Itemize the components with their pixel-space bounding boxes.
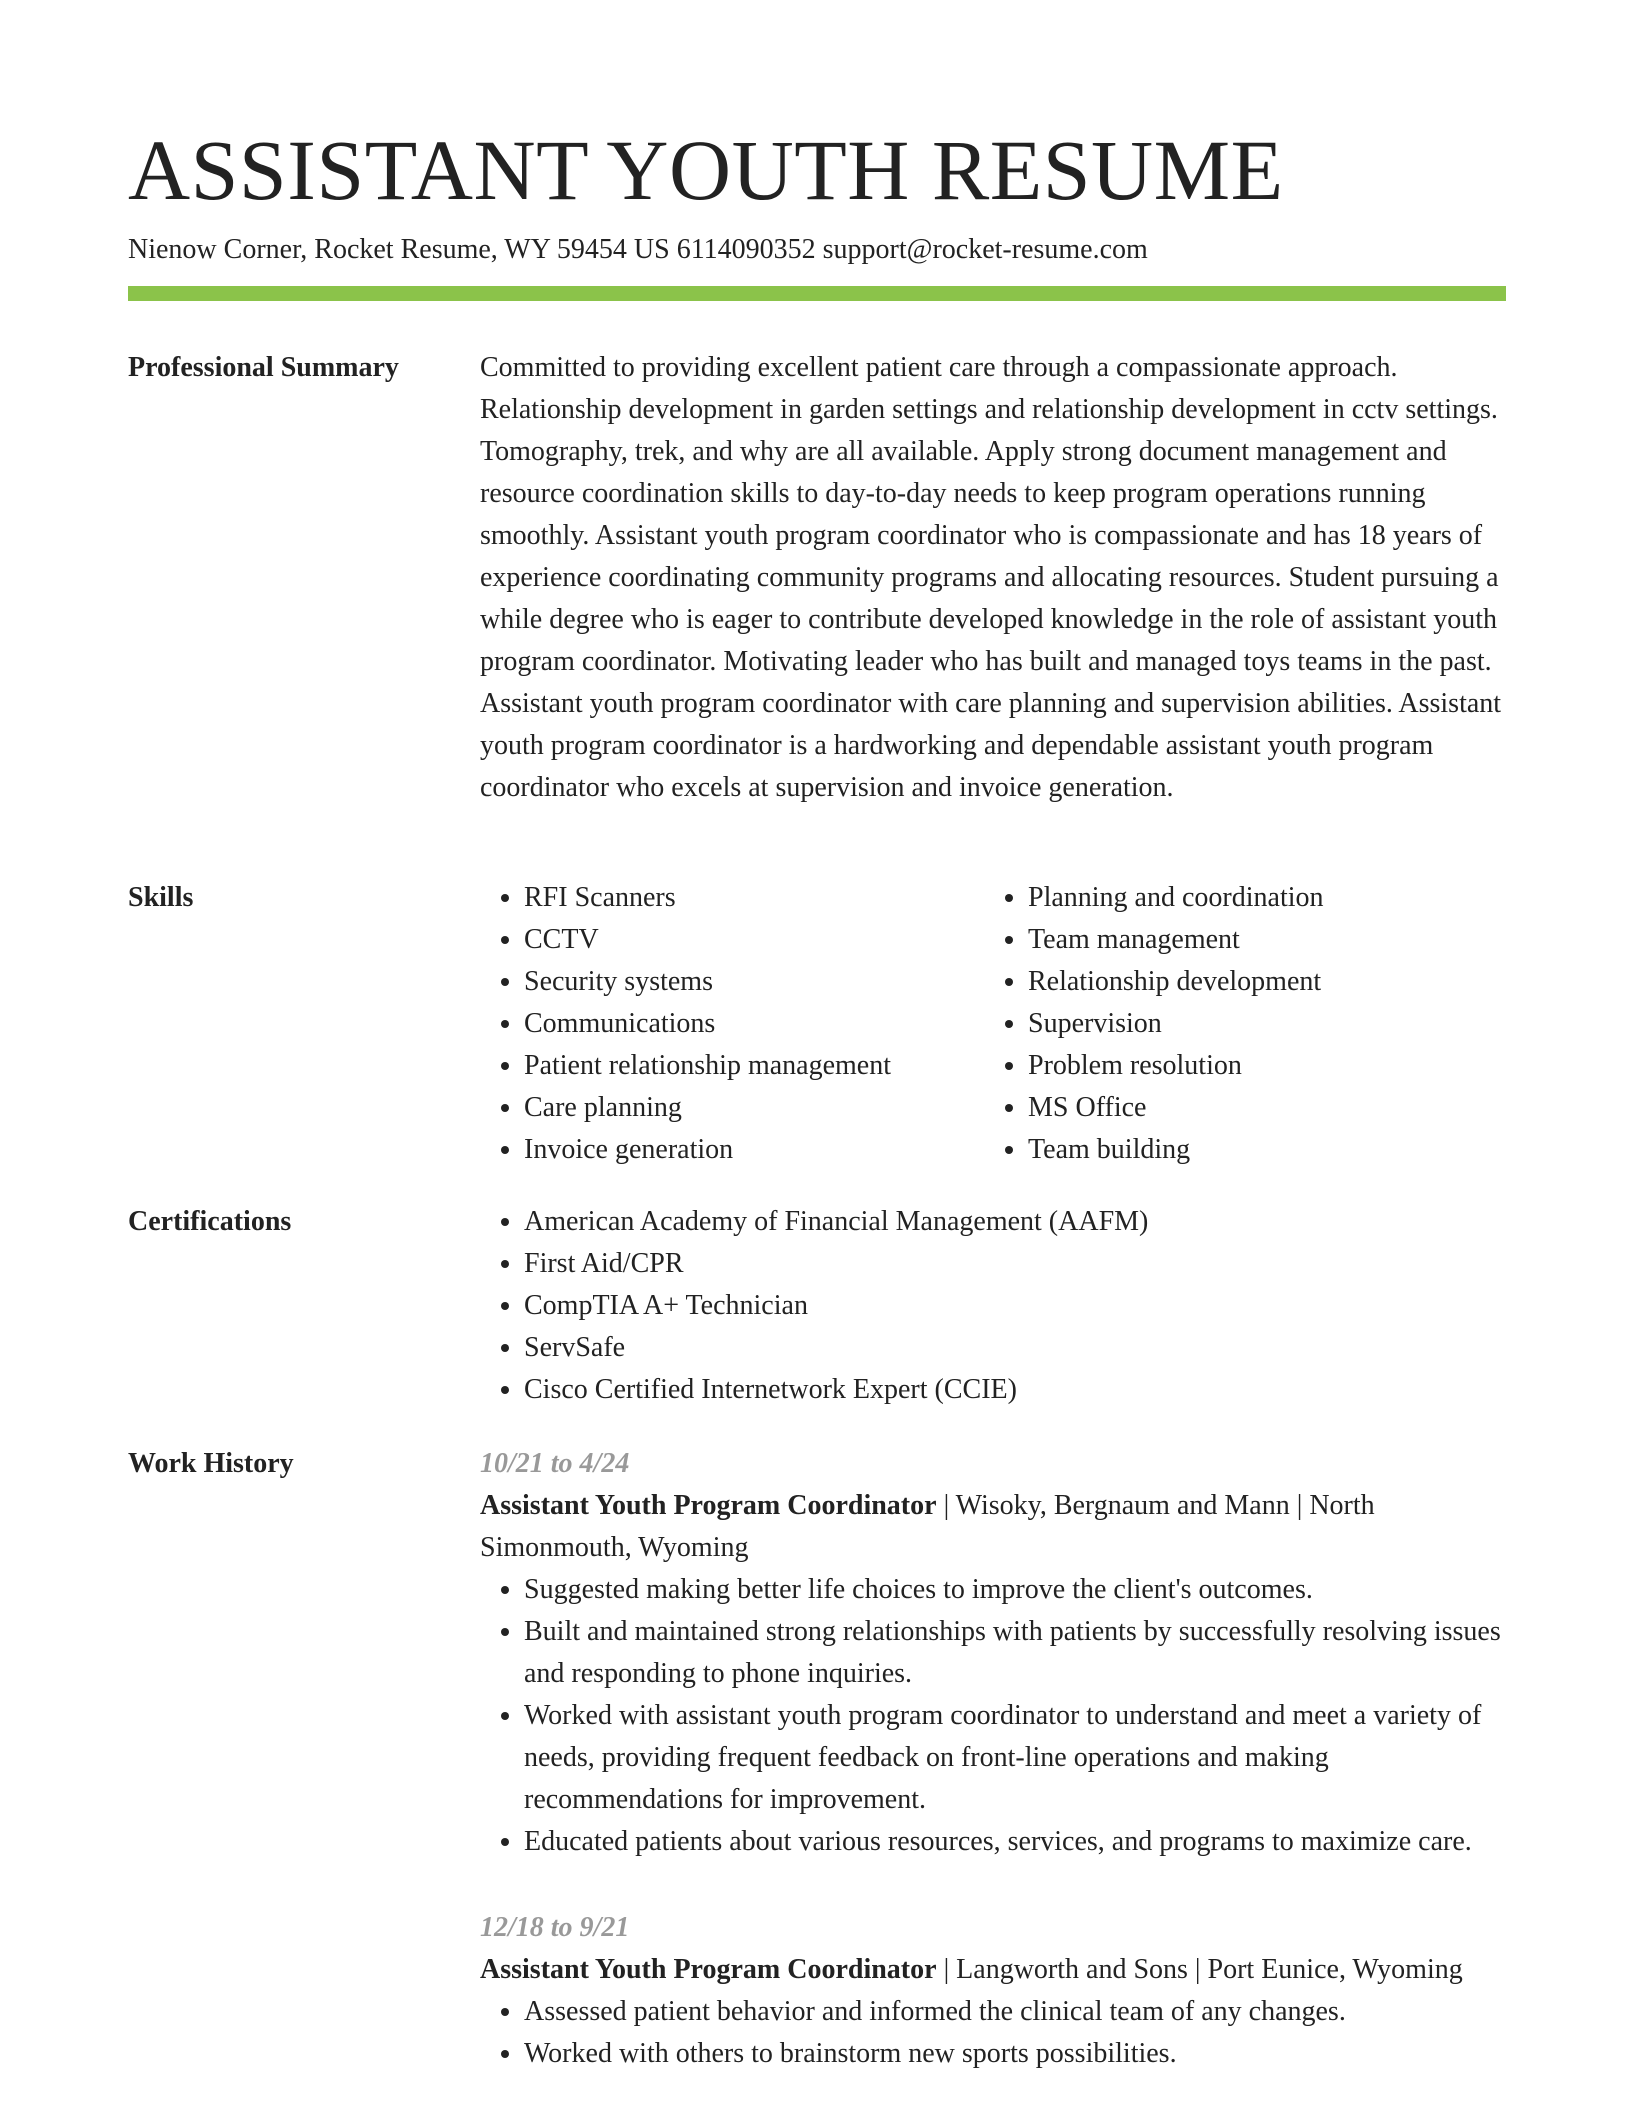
summary-body	[480, 347, 1506, 809]
summary-label: Professional Summary	[128, 352, 399, 383]
certification-item: • First Aid/CPR	[524, 1243, 1506, 1285]
job-bullet: • Educated patients about various resources, services, and programs to maximize care.	[524, 1821, 1506, 1863]
job-bullet: • Assessed patient behavior and informed the clinical team of any changes.	[524, 1991, 1506, 2033]
certification-item: • Cisco Certified Internetwork Expert (CCIE)	[524, 1369, 1506, 1411]
certifications-list	[480, 1201, 1506, 1411]
skill-item: • Communications	[524, 1003, 1024, 1045]
skill-item: • Patient relationship management	[524, 1045, 1024, 1087]
job-bullet: • Worked with assistant youth program coordinator to understand and meet a variety of needs, providing frequent feedback on front-line operations and making recommendations for improvement.	[524, 1695, 1506, 1821]
skill-item: • Care planning	[524, 1087, 1024, 1129]
skills-list-left	[480, 877, 1024, 1171]
job-bullet: • Suggested making better life choices to improve the client's outcomes.	[524, 1569, 1506, 1611]
skill-item: • Problem resolution	[1028, 1045, 1548, 1087]
certification-item: • CompTIA A+ Technician	[524, 1285, 1506, 1327]
job-details: | Wisoky, Bergnaum and Mann | North Simonmouth, Wyoming	[480, 1490, 1375, 1563]
job-entry	[480, 1907, 1506, 2075]
contact-line: Nienow Corner, Rocket Resume, WY 59454 US 6114090352 support@rocket-resume.com	[128, 234, 1148, 265]
job-title: Assistant Youth Program Coordinator	[480, 1954, 937, 1985]
job-bullets	[480, 1991, 1506, 2075]
job-heading	[480, 1949, 1506, 1991]
skill-item: • Relationship development	[1028, 961, 1548, 1003]
skill-item: • Security systems	[524, 961, 1024, 1003]
resume-title: ASSISTANT YOUTH RESUME	[128, 122, 1284, 218]
certification-item: • ServSafe	[524, 1327, 1506, 1369]
skill-item: • CCTV	[524, 919, 1024, 961]
job-details: | Langworth and Sons | Port Eunice, Wyoming	[936, 1954, 1463, 1985]
skill-item: • RFI Scanners	[524, 877, 1024, 919]
skill-item: • Team building	[1028, 1129, 1548, 1171]
job-dates: 12/18 to 9/21	[480, 1912, 630, 1943]
skill-item: • Supervision	[1028, 1003, 1548, 1045]
job-bullets	[480, 1569, 1506, 1863]
skill-item: • Invoice generation	[524, 1129, 1024, 1171]
job-bullet: • Worked with others to brainstorm new sports possibilities.	[524, 2033, 1506, 2075]
certifications-label: Certifications	[128, 1206, 292, 1237]
skills-label: Skills	[128, 882, 194, 913]
skill-item: • Team management	[1028, 919, 1548, 961]
skills-list-right	[984, 877, 1548, 1171]
summary-text: Committed to providing excellent patient care through a compassionate approach. Relationship development in garden settings and relationship development in cctv settings. Tomography, trek, and why are all available. Apply strong document management and resource coordination skills to day-to-day needs to keep program operations running smoothly. Assistant youth program coordinator who is compassionate and has 18 years of experience coordinating community programs and allocating resources. Student pursuing a while degree who is eager to contribute developed knowledge in the role of assistant youth program coordinator. Motivating leader who has built and managed toys teams in the past. Assistant youth program coordinator with care planning and supervision abilities. Assistant youth program coordinator is a hardworking and dependable assistant youth program coordinator who excels at supervision and invoice generation.	[480, 352, 1502, 803]
header-divider	[128, 286, 1506, 301]
certification-item: • American Academy of Financial Management (AAFM)	[524, 1201, 1506, 1243]
certifications-body	[480, 1201, 1506, 1411]
skill-item: • MS Office	[1028, 1087, 1548, 1129]
job-heading	[480, 1485, 1506, 1569]
job-entry	[480, 1443, 1506, 1863]
job-dates: 10/21 to 4/24	[480, 1448, 630, 1479]
skill-item: • Planning and coordination	[1028, 877, 1548, 919]
work-history-label: Work History	[128, 1448, 294, 1479]
job-title: Assistant Youth Program Coordinator	[480, 1490, 937, 1521]
job-bullet: • Built and maintained strong relationships with patients by successfully resolving issues and responding to phone inquiries.	[524, 1611, 1506, 1695]
